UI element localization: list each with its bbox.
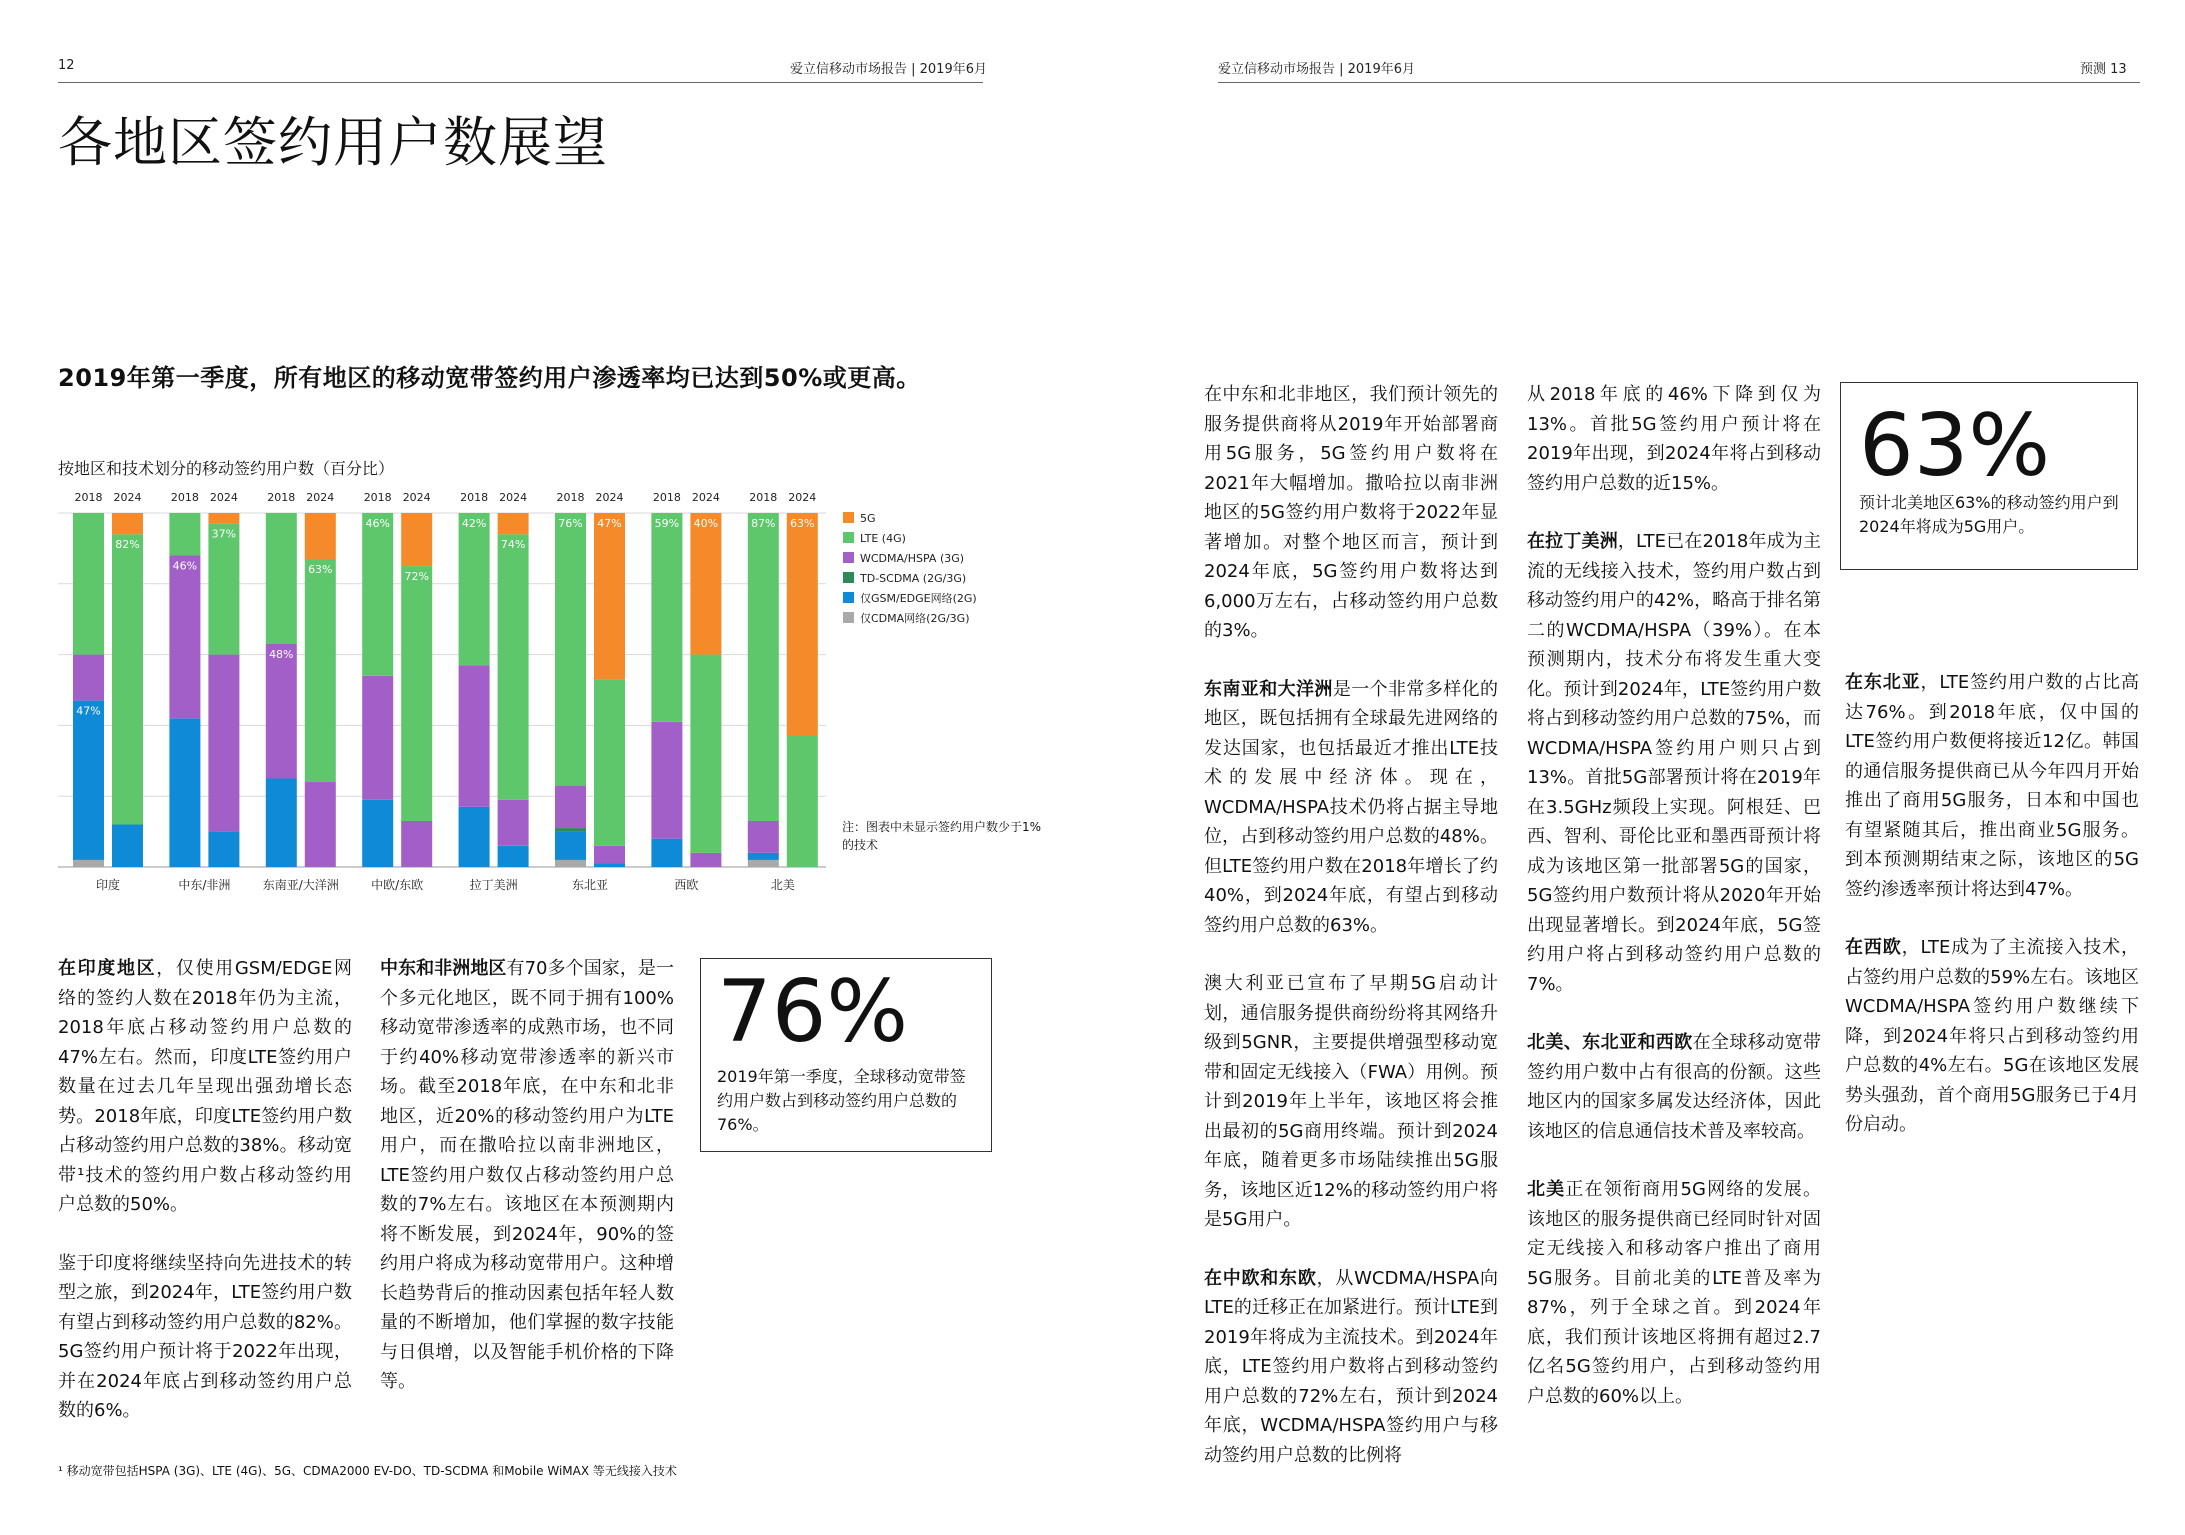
bar-segment-wcdma-hspa-3g (651, 722, 682, 839)
bar-segment-wcdma-hspa-3g (305, 782, 336, 867)
c3-lead-4: 在中欧和东欧 (1204, 1267, 1317, 1289)
bar-segment-wcdma-hspa-3g (498, 800, 529, 846)
c3-text-3: 澳大利亚已宣布了早期5G启动计划，通信服务提供商纷纷将其网络升级到5GNR，主要提供增强型移动宽带和固定无线接入（FWA）用例。预计到2019年上半年，该地区将会推出最初的5G商用终端。预计到2024年底，随着更多市场陆续推出5G服务，该地区近12%的移动签约用户将是5G用户。 (1204, 973, 1498, 1230)
c4-text-2: ，LTE已在2018年成为主流的无线接入技术，签约用户数占到移动签约用户的42%，略高于排名第二的WCDMA/HSPA（39%）。在本预测期内，技术分布将发生重大变化。预计到2024年，LTE签约用户数将占到移动签约用户总数的75%，而WCDMA/HSPA签约用户则只占到13%。首批5G部署预计将在2019年在3.5GHz频段上实现。阿根廷、巴西、智利、哥伦比亚和墨西哥预计将成为该地区第一批部署5G的国家，5G签约用户数预计将从2020年开始出现显著增长。到2024年底，5G签约用户将占到移动签约用户总数的7%。 (1527, 531, 1821, 995)
data-label: 76% (558, 517, 583, 530)
bar-segment-gsm-edge-2g (651, 839, 682, 867)
bar-segment-gsm-edge-2g (169, 718, 200, 867)
footnote: ¹ 移动宽带包括HSPA (3G)、LTE (4G)、5G、CDMA2000 EV-DO、TD-SCDMA 和Mobile WiMAX 等无线接入技术 (58, 1464, 677, 1478)
bar-segment-cdma-2g-3g (748, 860, 779, 867)
mea-lead: 中东和非洲地区 (380, 958, 507, 979)
bar-segment-lte-4g (112, 534, 143, 824)
legend-swatch (843, 512, 854, 523)
c3-text-4: ，从WCDMA/HSPA向LTE的迁移正在加紧进行。预计LTE到2019年将成为主流技术。到2024年底，LTE签约用户数将占到移动签约用户总数的72%左右，预计到2024年底，WCDMA/HSPA签约用户与移动签约用户总数的比例将 (1204, 1267, 1498, 1466)
bar-segment-wcdma-hspa-3g (401, 821, 432, 867)
year-label: 2018 (652, 491, 681, 504)
bar-segment-cdma-2g-3g (555, 860, 586, 867)
bar-segment-gsm-edge-2g (112, 825, 143, 867)
stat-box-63 (1840, 382, 2138, 570)
left-page-number: 12 (58, 58, 75, 73)
bar-segment-5g (690, 513, 721, 655)
c4-text-3: 在全球移动宽带签约用户数中占有很高的份额。这些地区内的国家多属发达经济体，因此该地区的信息通信技术普及率较高。 (1527, 1032, 1822, 1142)
data-label: 82% (115, 538, 140, 552)
subtitle: 2019年第一季度，所有地区的移动宽带签约用户渗透率均已达到50%或更高。 (58, 364, 921, 392)
year-label: 2024 (113, 491, 142, 504)
column-3 (1204, 380, 1498, 1499)
region-label: 中东/非洲 (178, 878, 231, 892)
bar-segment-wcdma-hspa-3g (266, 644, 297, 779)
c5-text-1: ，LTE签约用户数的占比高达76%。到2018年底，仅中国的LTE签约用户数便将接近12亿。韩国的通信服务提供商已从今年四月开始推出了商用5G服务，日本和中国也有望紧随其后，推出商业5G服务。到本预测期结束之际，该地区的5G签约渗透率预计将达到47%。 (1845, 672, 2139, 900)
data-label: 37% (211, 527, 237, 541)
left-header: 爱立信移动市场报告 | 2019年6月 (790, 62, 987, 77)
c3-text-2: 是一个非常多样化的地区，既包括拥有全球最先进网络的发达国家，也包括最近才推出LTE技术的发展中经济体。现在，WCDMA/HSPA技术仍将占据主导地位，占到移动签约用户总数的48%。但LTE签约用户数在2018年增长了约40%，到2024年底，有望占到移动签约用户总数的63%。 (1204, 678, 1499, 936)
year-label: 2024 (788, 491, 817, 504)
bar-segment-gsm-edge-2g (266, 779, 297, 868)
left-header-rule (58, 82, 983, 83)
year-label: 2024 (402, 491, 431, 504)
data-label: 74% (500, 538, 526, 552)
bar-segment-wcdma-hspa-3g (594, 846, 625, 864)
legend-swatch (843, 552, 854, 563)
column-4 (1527, 380, 1821, 1440)
bar-segment-lte-4g (401, 566, 432, 821)
right-header: 爱立信移动市场报告 | 2019年6月 (1218, 62, 1415, 77)
year-label: 2018 (460, 491, 489, 504)
bar-segment-wcdma-hspa-3g (690, 853, 721, 867)
bar-segment-5g (594, 513, 625, 679)
bar-segment-5g (787, 513, 818, 736)
chart-note: 注：图表中未显示签约用户数少于1%的技术 (842, 820, 1042, 852)
bar-segment-gsm-edge-2g (208, 832, 239, 867)
legend-label: 5G (860, 512, 876, 525)
bar-segment-wcdma-hspa-3g (555, 786, 586, 828)
year-label: 2024 (499, 491, 528, 504)
c4-text-1: 从2018年底的46%下降到仅为13%。首批5G签约用户预计将在2019年出现，到2024年将占到移动签约用户总数的近15%。 (1527, 384, 1821, 494)
column-india (58, 954, 352, 1455)
bar-segment-wcdma-hspa-3g (748, 821, 779, 853)
year-label: 2024 (691, 491, 720, 504)
india-text-2: 鉴于印度将继续坚持向先进技术的转型之旅，到2024年，LTE签约用户数有望占到移动签约用户总数的82%。5G签约用户预计将于2022年出现，并在2024年底占到移动签约用户总数的6%。 (58, 1252, 352, 1421)
region-label: 拉丁美洲 (469, 878, 518, 892)
bar-segment-lte-4g (73, 513, 104, 655)
bar-segment-gsm-edge-2g (459, 807, 490, 867)
year-label: 2018 (74, 491, 103, 504)
bar-segment-gsm-edge-2g (594, 863, 625, 867)
bar-segment-gsm-edge-2g (73, 701, 104, 860)
data-label: 46% (172, 559, 198, 573)
bar-segment-wcdma-hspa-3g (73, 655, 104, 701)
legend-label: TD-SCDMA (2G/3G) (860, 572, 967, 585)
data-label: 40% (693, 517, 719, 530)
bar-segment-gsm-edge-2g (498, 846, 529, 867)
data-label: 63% (308, 563, 333, 577)
data-label: 47% (597, 517, 622, 530)
bar-segment-lte-4g (169, 513, 200, 555)
data-label: 87% (751, 517, 776, 530)
data-label: 46% (365, 517, 390, 530)
data-label: 47% (76, 704, 101, 718)
year-label: 2024 (595, 491, 624, 504)
region-label: 东北亚 (571, 878, 609, 892)
bar-segment-lte-4g (266, 513, 297, 644)
data-label: 59% (654, 517, 680, 530)
data-label: 48% (269, 647, 294, 661)
mea-text-1: 有70多个国家，是一个多元化地区，既不同于拥有100%移动宽带渗透率的成熟市场，也不同于约40%移动宽带渗透率的新兴市场。截至2018年底，在中东和北非地区，近20%的移动签约用户为LTE用户，而在撒哈拉以南非洲地区，LTE签约用户数仅占移动签约用户总数的7%左右。该地区在本预测期内将不断发展，到2024年，90%的签约用户将成为移动宽带用户。这种增长趋势背后的推动因素包括年轻人数量的不断增加，他们掌握的数字技能与日俱增，以及智能手机价格的下降等。 (380, 958, 675, 1392)
bar-segment-5g (498, 513, 529, 534)
c5-lead-2: 在西欧 (1845, 937, 1902, 958)
c5-lead-1: 在东北亚 (1845, 672, 1921, 693)
c4-lead-4: 北美 (1527, 1179, 1566, 1200)
year-label: 2018 (170, 491, 199, 504)
chart-title: 按地区和技术划分的移动签约用户数（百分比） (58, 459, 395, 478)
legend-label: LTE (4G) (860, 532, 906, 545)
c3-lead-2: 东南亚和大洋洲 (1204, 678, 1333, 700)
bar-segment-lte-4g (459, 513, 490, 665)
bar-segment-cdma-2g-3g (73, 860, 104, 867)
bar-segment-wcdma-hspa-3g (362, 676, 393, 800)
legend-swatch (843, 532, 854, 543)
bar-segment-lte-4g (748, 513, 779, 821)
legend-label: 仅GSM/EDGE网络(2G) (860, 592, 977, 605)
data-label: 72% (404, 570, 429, 584)
bar-segment-gsm-edge-2g (748, 853, 779, 860)
bar-segment-td-scdma-2g-3g (555, 828, 586, 832)
bar-segment-5g (208, 513, 239, 524)
region-label: 印度 (95, 878, 121, 892)
page-title: 各地区签约用户数展望 (58, 111, 608, 174)
region-label: 西欧 (674, 878, 699, 892)
column-mea (380, 954, 674, 1426)
stat-76-value: 76% (717, 962, 909, 1062)
right-page-label: 预测 13 (2080, 62, 2127, 77)
india-text-1: ，仅使用GSM/EDGE网络的签约人数在2018年仍为主流，2018年底占移动签约用户总数的47%左右。然而，印度LTE签约用户数量在过去几年呈现出强劲增长态势。2018年底，印度LTE签约用户数占移动签约用户总数的38%。移动宽带¹技术的签约用户数占移动签约用户总数的50%。 (58, 958, 352, 1215)
year-label: 2018 (556, 491, 585, 504)
legend-swatch (843, 572, 854, 583)
bar-segment-lte-4g (362, 513, 393, 676)
bar-segment-lte-4g (305, 559, 336, 782)
year-label: 2018 (363, 491, 392, 504)
bar-segment-5g (305, 513, 336, 559)
bar-segment-wcdma-hspa-3g (459, 665, 490, 807)
region-label: 东南亚/大洋洲 (262, 878, 339, 892)
stat-63-caption: 预计北美地区63%的移动签约用户到2024年将成为5G用户。 (1859, 493, 2119, 536)
legend-swatch (843, 612, 854, 623)
india-lead: 在印度地区 (58, 958, 157, 979)
bar-segment-lte-4g (208, 524, 239, 655)
bar-segment-lte-4g (498, 534, 529, 800)
legend-swatch (843, 592, 854, 603)
stat-box-76 (700, 958, 992, 1152)
c4-text-4: 正在领衔商用5G网络的发展。该地区的服务提供商已经同时针对固定无线接入和移动客户推出了商用5G服务。目前北美的LTE普及率为87%，列于全球之首。到2024年底，我们预计该地区将拥有超过2.7亿名5G签约用户，占到移动签约用户总数的60%以上。 (1527, 1179, 1821, 1407)
year-label: 2018 (749, 491, 778, 504)
c4-lead-2: 在拉丁美洲 (1527, 531, 1618, 552)
bar-segment-lte-4g (594, 679, 625, 845)
column-5 (1845, 668, 2139, 1169)
bar-segment-gsm-edge-2g (362, 800, 393, 867)
bar-segment-gsm-edge-2g (555, 832, 586, 860)
stat-63-value: 63% (1859, 396, 2051, 496)
bar-segment-5g (401, 513, 432, 566)
right-header-rule (1218, 82, 2140, 83)
bar-segment-lte-4g (555, 513, 586, 786)
region-label: 中欧/东欧 (371, 878, 424, 892)
bar-segment-lte-4g (787, 736, 818, 867)
data-label: 42% (461, 517, 487, 530)
stat-76-caption: 2019年第一季度，全球移动宽带签约用户数占到移动签约用户总数的76%。 (717, 1067, 966, 1134)
legend-label: 仅CDMA网络(2G/3G) (860, 612, 970, 625)
c4-lead-3: 北美、东北亚和西欧 (1527, 1032, 1693, 1053)
year-label: 2024 (209, 491, 238, 504)
bar-segment-wcdma-hspa-3g (169, 555, 200, 718)
region-label: 北美 (770, 878, 795, 892)
year-label: 2018 (267, 491, 296, 504)
bar-segment-5g (112, 513, 143, 534)
year-label: 2024 (306, 491, 335, 504)
data-label: 63% (790, 517, 815, 530)
c5-text-2: ，LTE成为了主流接入技术，占签约用户总数的59%左右。该地区WCDMA/HSPA签约用户数继续下降，到2024年将只占到移动签约用户总数的4%左右。5G在该地区发展势头强劲，首个商用5G服务已于4月份启动。 (1845, 937, 2140, 1135)
bar-segment-lte-4g (690, 655, 721, 853)
legend-label: WCDMA/HSPA (3G) (860, 552, 965, 565)
bar-segment-wcdma-hspa-3g (208, 655, 239, 832)
c3-text-1: 在中东和北非地区，我们预计领先的服务提供商将从2019年开始部署商用5G服务，5G签约用户数将在2021年大幅增加。撒哈拉以南非洲地区的5G签约用户数将于2022年显著增加。对整个地区而言，预计到2024年底，5G签约用户数将达到6,000万左右，占移动签约用户总数的3%。 (1204, 384, 1498, 641)
bar-segment-lte-4g (651, 513, 682, 722)
